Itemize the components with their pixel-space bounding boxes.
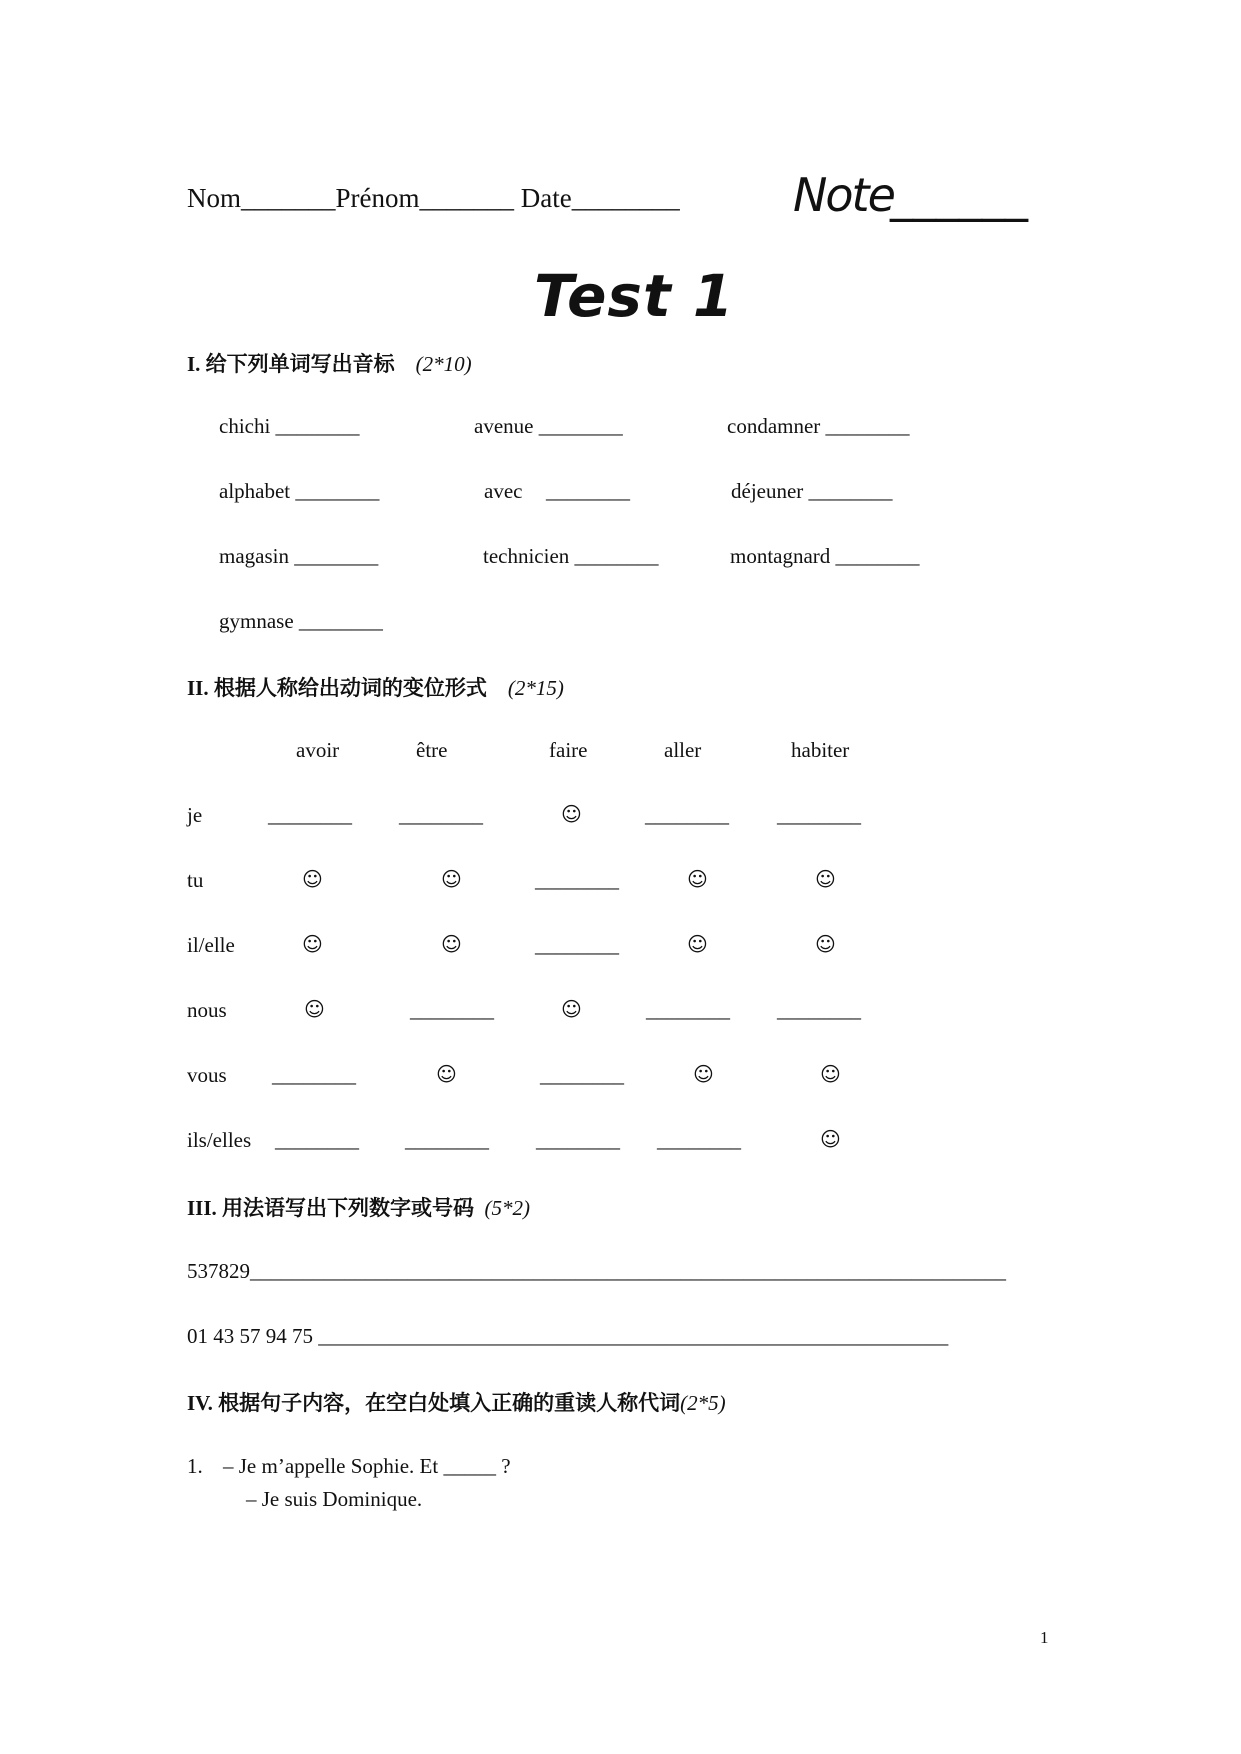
section-1-title: I. 给下列单词写出音标 [187,352,395,376]
answer-blank: ________ [777,998,861,1022]
smiley-icon: ☺ [820,1127,841,1151]
smiley-icon: ☺ [304,997,325,1021]
section-1-points: (2*10) [415,352,472,376]
answer-blank: ________ [410,998,494,1022]
section-3-title: III. 用法语写出下列数字或号码 [187,1196,475,1220]
word-item: condamner ________ [727,414,910,438]
smiley-icon: ☺ [302,932,323,956]
verb-header: habiter [791,738,850,762]
section-2-points: (2*15) [507,676,564,700]
smiley-icon: ☺ [436,1062,457,1086]
name-date-fields: Nom_______Prénom_______ Date________ [187,183,680,213]
smiley-icon: ☺ [687,867,708,891]
answer-blank: ________ [535,933,619,957]
answer-blank: ________ [777,803,861,827]
smiley-icon: ☺ [561,802,582,826]
answer-blank: ________ [646,998,730,1022]
answer-line: – Je suis Dominique. [246,1487,423,1511]
word-item: avec [484,479,523,503]
smiley-icon: ☺ [687,932,708,956]
pronoun-label: vous [187,1063,227,1087]
pronoun-label: ils/elles [187,1128,252,1152]
answer-blank: ________ [540,1063,624,1087]
smiley-icon: ☺ [815,932,836,956]
pronoun-label: nous [187,998,227,1022]
word-item: technicien ________ [483,544,659,568]
answer-blank: ________ [268,803,352,827]
verb-header: faire [549,738,588,762]
answer-blank: ________ [405,1128,489,1152]
verb-header: avoir [296,738,340,762]
answer-blank: ________ [535,868,619,892]
word-item: montagnard ________ [730,544,920,568]
word-item: magasin ________ [219,544,379,568]
smiley-icon: ☺ [441,867,462,891]
answer-blank: ________ [657,1128,741,1152]
section-2-heading [187,672,564,702]
note-label: Note [793,168,894,222]
smiley-icon: ☺ [441,932,462,956]
word-item: avenue ________ [474,414,623,438]
answer-blank: ________ [645,803,729,827]
smiley-icon: ☺ [820,1062,841,1086]
pronoun-label: tu [187,868,204,892]
section-1-heading [187,348,472,378]
word-blank: ________ [546,479,630,503]
section-3-points: (5*2) [484,1196,531,1220]
verb-header: être [416,738,448,762]
question-number: 1. [187,1454,203,1478]
smiley-icon: ☺ [693,1062,714,1086]
verb-header: aller [664,738,702,762]
word-item: déjeuner ________ [731,479,893,503]
word-item: alphabet ________ [219,479,380,503]
pronoun-label: il/elle [187,933,235,957]
number-item: 537829________________________________________________________________________ [187,1259,1006,1283]
section-4-points: (2*5) [680,1391,726,1415]
section-3-heading [187,1192,530,1222]
section-4-heading [187,1387,726,1417]
word-item: gymnase ________ [219,609,383,633]
smiley-icon: ☺ [561,997,582,1021]
section-2-title: II. 根据人称给出动词的变位形式 [187,676,487,700]
note-line: ______ [890,168,1028,222]
number-item: 01 43 57 94 75 ____________________________________________________________ [187,1324,949,1348]
answer-blank: ________ [272,1063,356,1087]
answer-blank: ________ [536,1128,620,1152]
answer-blank: ________ [399,803,483,827]
question-line: – Je m’appelle Sophie. Et _____ ? [223,1454,511,1478]
smiley-icon: ☺ [815,867,836,891]
page-number: 1 [1040,1628,1049,1647]
answer-blank: ________ [275,1128,359,1152]
section-4-title: IV. 根据句子内容，在空白处填入正确的重读人称代词 [187,1391,681,1415]
page-title: Test 1 [534,262,735,330]
pronoun-label: je [187,803,203,827]
smiley-icon: ☺ [302,867,323,891]
word-item: chichi ________ [219,414,360,438]
